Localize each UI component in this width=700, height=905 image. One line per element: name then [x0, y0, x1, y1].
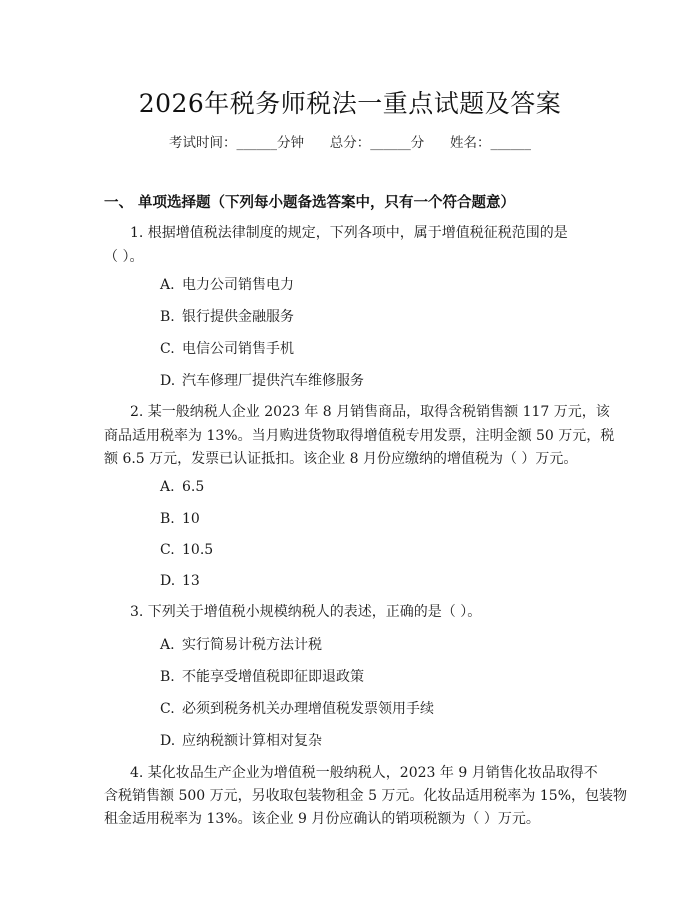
option-text: 6.5 — [182, 479, 205, 495]
question-4-line-1: 4. 某化妆品生产企业为增值税一般纳税人，2023 年 9 月销售化妆品取得不 — [130, 765, 598, 781]
option-letter: C. — [160, 701, 175, 717]
option-text: 必须到税务机关办理增值税发票领用手续 — [182, 701, 434, 717]
option-letter: C. — [160, 542, 175, 558]
option-text: 不能享受增值税即征即退政策 — [182, 669, 364, 685]
option-text: 应纳税额计算相对复杂 — [182, 733, 322, 749]
option-text: 汽车修理厂提供汽车维修服务 — [182, 373, 364, 389]
question-1-option-c — [160, 339, 294, 359]
question-1-option-b — [160, 307, 294, 327]
question-2-line-2: 商品适用税率为 13%。当月购进货物取得增值税专用发票，注明金额 50 万元，税 — [104, 428, 615, 444]
option-letter: A. — [160, 277, 175, 293]
question-1-line-1: 1. 根据增值税法律制度的规定，下列各项中，属于增值税征税范围的是 — [130, 225, 568, 241]
exam-info-line: 考试时间：______分钟 总分：______分 姓名：______ — [169, 135, 531, 151]
option-letter: B. — [160, 669, 175, 685]
question-2-option-c — [160, 540, 213, 560]
option-text: 电力公司销售电力 — [182, 277, 294, 293]
option-text: 实行简易计税方法计税 — [182, 637, 322, 653]
section-number: 一、 — [104, 194, 133, 211]
question-1-line-2: （ ）。 — [104, 249, 144, 265]
question-1-option-d — [160, 371, 364, 391]
option-letter: D. — [160, 733, 176, 749]
document-title: 2026年税务师税法一重点试题及答案 — [138, 89, 562, 118]
question-2-line-3: 额 6.5 万元，发票已认证抵扣。该企业 8 月份应缴纳的增值税为（ ）万元。 — [104, 451, 578, 467]
section-title: 单项选择题（下列每小题备选答案中，只有一个符合题意） — [138, 194, 515, 211]
option-letter: D. — [160, 573, 176, 589]
option-letter: A. — [160, 637, 175, 653]
question-1-option-a — [160, 275, 294, 295]
section-heading — [104, 191, 515, 212]
question-4-line-2: 含税销售额 500 万元，另收取包装物租金 5 万元。化妆品适用税率为 15%，包装物 — [104, 788, 627, 804]
option-letter: A. — [160, 479, 175, 495]
option-text: 电信公司销售手机 — [182, 341, 294, 357]
question-3-option-a — [160, 635, 322, 655]
question-4-line-3: 租金适用税率为 13%。该企业 9 月份应确认的销项税额为（ ）万元。 — [104, 811, 540, 827]
question-2-option-a — [160, 477, 204, 497]
option-letter: B. — [160, 511, 175, 527]
question-3-option-b — [160, 667, 364, 687]
question-3-line-1: 3. 下列关于增值税小规模纳税人的表述，正确的是（ ）。 — [130, 604, 482, 620]
option-text: 10 — [182, 511, 200, 527]
question-3-option-d — [160, 731, 322, 751]
option-letter: D. — [160, 373, 176, 389]
option-text: 银行提供金融服务 — [182, 309, 294, 325]
question-2-line-1: 2. 某一般纳税人企业 2023 年 8 月销售商品，取得含税销售额 117 万元，该 — [130, 404, 610, 420]
question-2-option-b — [160, 509, 200, 529]
option-text: 10.5 — [182, 542, 214, 558]
option-text: 13 — [182, 573, 200, 589]
option-letter: C. — [160, 341, 175, 357]
question-3-option-c — [160, 699, 434, 719]
option-letter: B. — [160, 309, 175, 325]
question-2-option-d — [160, 571, 200, 591]
